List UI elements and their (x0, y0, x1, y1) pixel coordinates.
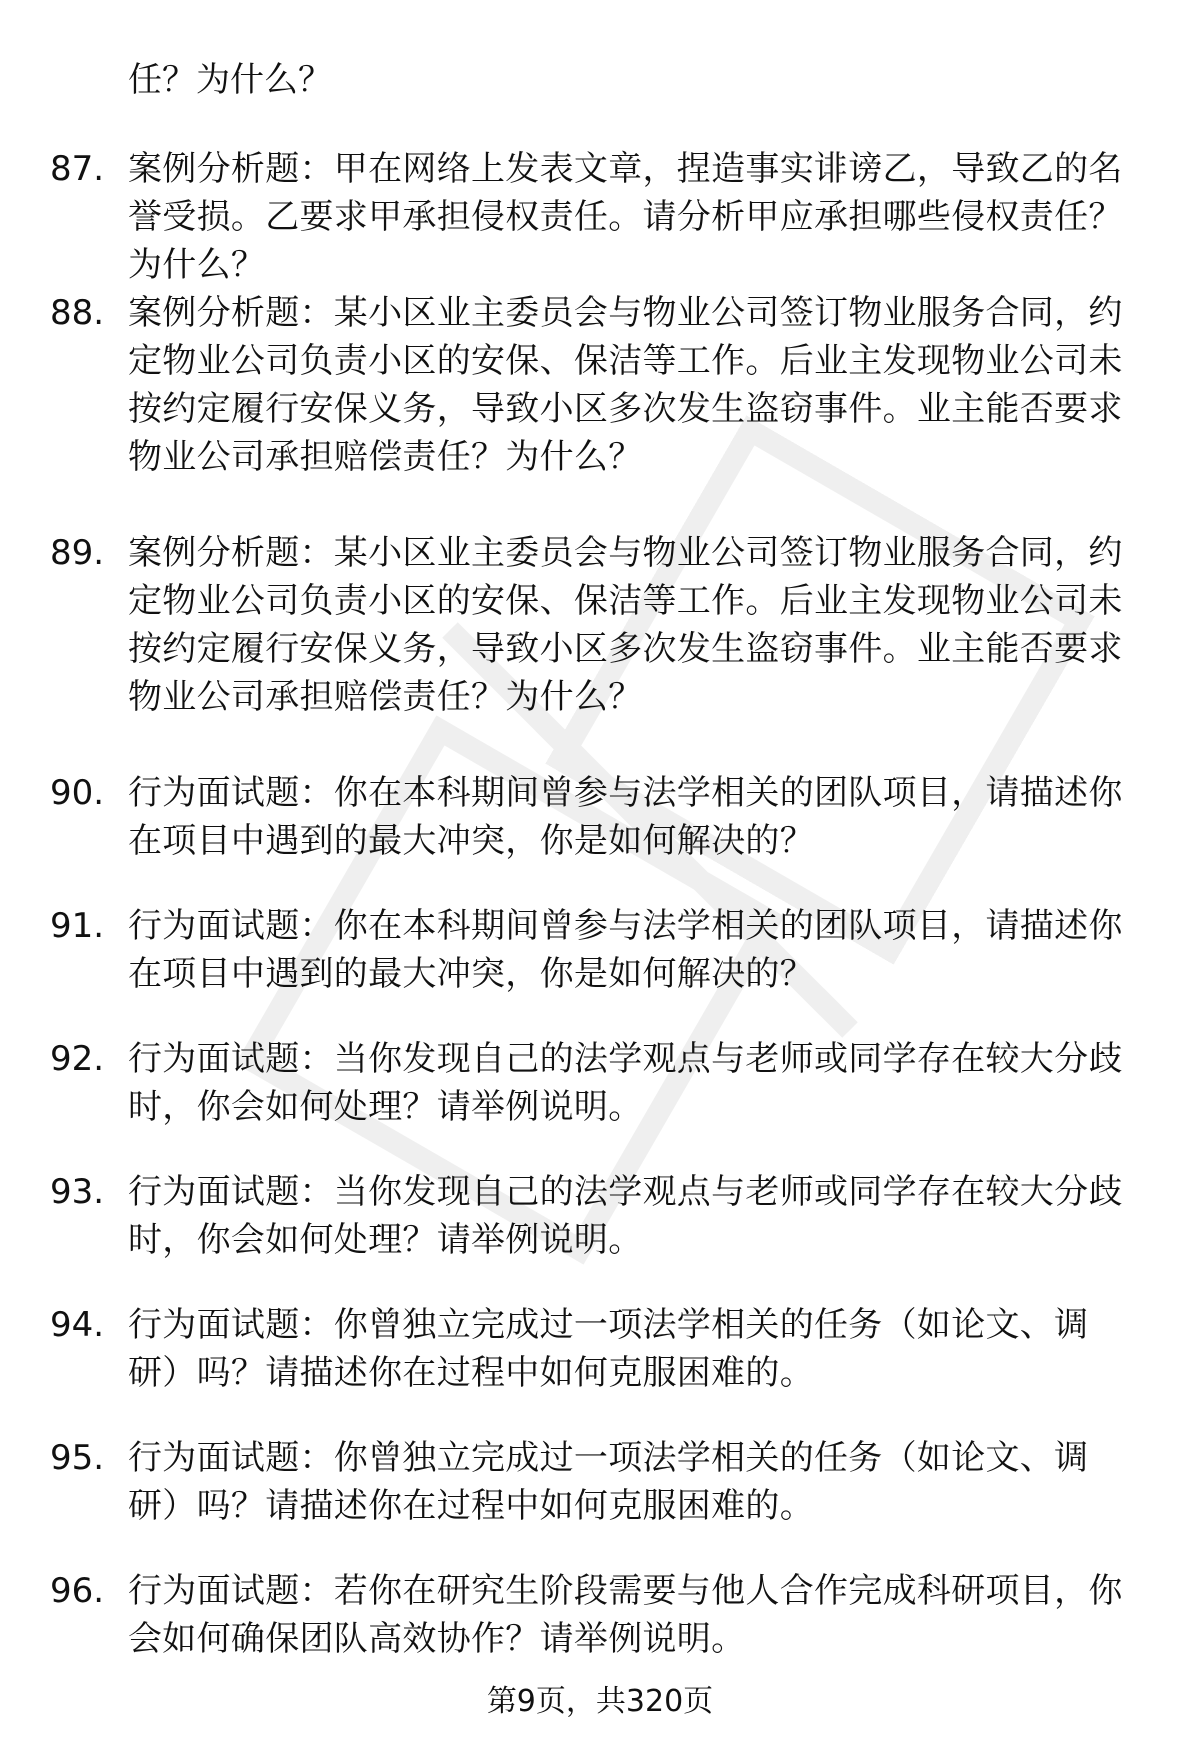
question-text: 行为面试题：你在本科期间曾参与法学相关的团队项目，请描述你在项目中遇到的最大冲突，你是如何解决的？ (128, 906, 1123, 994)
question-number: 88. (50, 293, 105, 333)
question-number: 90. (50, 773, 105, 813)
question-item (0, 1301, 1200, 1434)
question-number: 96. (50, 1571, 105, 1611)
question-item (0, 1168, 1200, 1301)
question-text: 行为面试题：你在本科期间曾参与法学相关的团队项目，请描述你在项目中遇到的最大冲突，你是如何解决的？ (128, 773, 1123, 861)
question-text: 案例分析题：甲在网络上发表文章，捏造事实诽谤乙，导致乙的名誉受损。乙要求甲承担侵权责任。请分析甲应承担哪些侵权责任？为什么？ (128, 149, 1123, 285)
question-number: 89. (50, 533, 105, 573)
question-text: 行为面试题：当你发现自己的法学观点与老师或同学存在较大分歧时，你会如何处理？请举例说明。 (128, 1039, 1123, 1127)
question-text: 行为面试题：你曾独立完成过一项法学相关的任务（如论文、调研）吗？请描述你在过程中如何克服困难的。 (128, 1305, 1089, 1393)
question-text: 行为面试题：当你发现自己的法学观点与老师或同学存在较大分歧时，你会如何处理？请举例说明。 (128, 1172, 1123, 1260)
question-item (0, 769, 1200, 902)
question-text: 案例分析题：某小区业主委员会与物业公司签订物业服务合同，约定物业公司负责小区的安保、保洁等工作。后业主发现物业公司未按约定履行安保义务，导致小区多次发生盗窃事件。业主能否要求物业公司承担赔偿责任？为什么？ (128, 533, 1123, 717)
question-text: 案例分析题：某小区业主委员会与物业公司签订物业服务合同，约定物业公司负责小区的安保、保洁等工作。后业主发现物业公司未按约定履行安保义务，导致小区多次发生盗窃事件。业主能否要求物业公司承担赔偿责任？为什么？ (128, 293, 1123, 477)
question-item (0, 145, 1200, 289)
continuation-line: 任？为什么？ (128, 60, 332, 100)
question-item (0, 902, 1200, 1035)
question-item (0, 529, 1200, 769)
question-item (0, 1434, 1200, 1567)
question-number: 95. (50, 1438, 105, 1478)
question-number: 92. (50, 1039, 105, 1079)
question-number: 87. (50, 149, 105, 189)
page-footer: 第9页，共320页 (486, 1684, 714, 1719)
question-number: 91. (50, 906, 105, 946)
question-item (0, 1035, 1200, 1168)
question-list (0, 145, 1200, 1700)
question-number: 94. (50, 1305, 105, 1345)
question-item (0, 1567, 1200, 1700)
question-number: 93. (50, 1172, 105, 1212)
question-text: 行为面试题：你曾独立完成过一项法学相关的任务（如论文、调研）吗？请描述你在过程中如何克服困难的。 (128, 1438, 1089, 1526)
question-item (0, 289, 1200, 529)
question-text: 行为面试题：若你在研究生阶段需要与他人合作完成科研项目，你会如何确保团队高效协作？请举例说明。 (128, 1571, 1123, 1659)
